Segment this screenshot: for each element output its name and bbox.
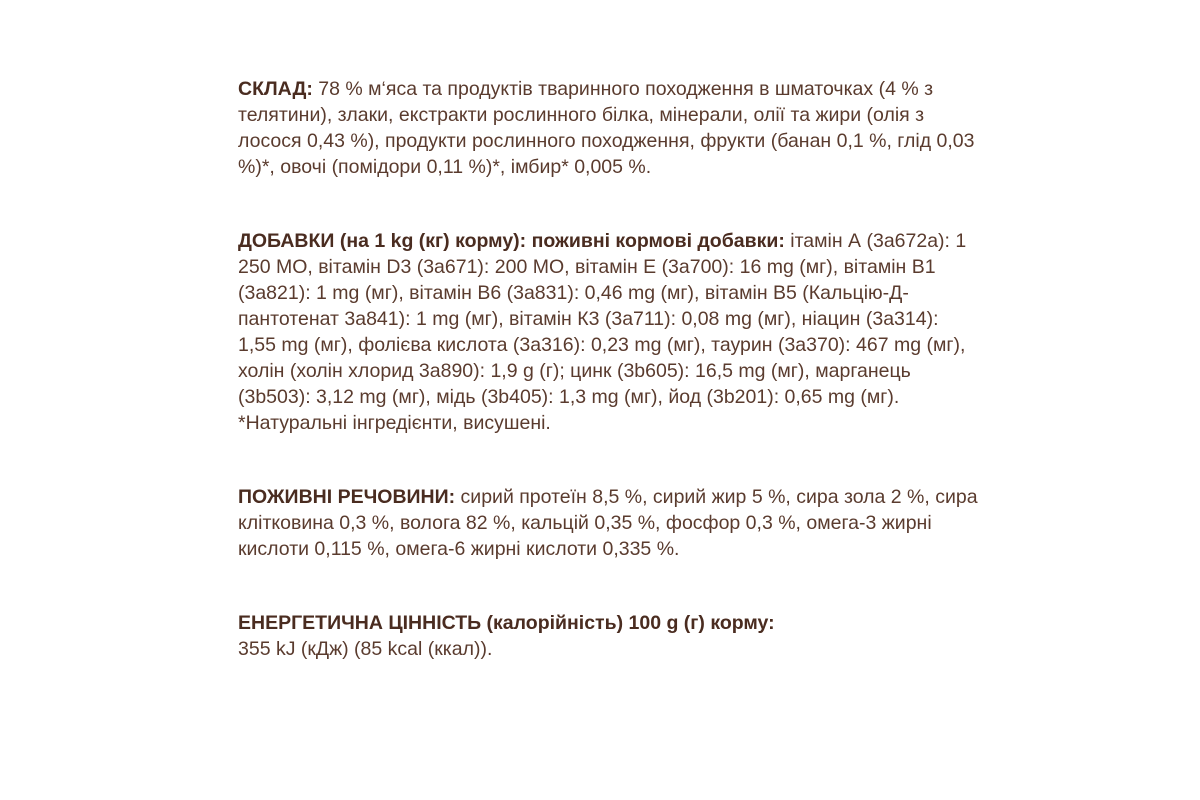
additives-text: ітамін А (3а672а): 1 250 МО, вітамін D3 (3а671): 200 МО, вітамін Е (3а700): 16 mg (мг), вітамін В1 (3а821): 1 mg (мг), вітамін В6 (3а831): 0,46 mg (мг), вітамін В5 (Кальцію-Д-пантотенат 3а841): 1 mg (мг), вітамін К3 (3а711): 0,08 mg (мг), ніацин (3а314): 1,55 mg (мг), фолієва кислота (3а316): 0,23 mg (мг), таурин (3а370): 467 mg (мг), холін (холін хлорид 3а890): 1,9 g (г); цинк (3b605): 16,5 mg (мг), марганець (3b503): 3,12 mg (мг), мідь (3b405): 1,3 mg (мг), йод (3b201): 0,65 mg (мг). *Натуральні інгредієнти, висушені.	[238, 230, 967, 434]
nutrients-label: ПОЖИВНІ РЕЧОВИНИ:	[238, 486, 456, 508]
additives-section	[238, 228, 978, 436]
energy-text: 355 kJ (кДж) (85 kcal (ккал)).	[238, 638, 493, 660]
additives-subtitle: поживні кормові добавки:	[526, 230, 785, 252]
energy-label: ЕНЕРГЕТИЧНА ЦІННІСТЬ (калорійність) 100 g (г) корму:	[238, 612, 775, 634]
energy-section	[238, 610, 978, 662]
product-label-document	[238, 76, 978, 662]
composition-text: 78 % м‘яса та продуктів тваринного походження в шматочках (4 % з телятини), злаки, екстракти рослинного білка, мінерали, олії та жири (олія з лосося 0,43 %), продукти рослинного походження, фрукти (банан 0,1 %, глід 0,03 %)*, овочі (помідори 0,11 %)*, імбир* 0,005 %.	[238, 78, 975, 178]
composition-label: СКЛАД:	[238, 78, 313, 100]
nutrients-section	[238, 484, 978, 562]
composition-section	[238, 76, 978, 180]
additives-label: ДОБАВКИ (на 1 kg (кг) корму):	[238, 230, 527, 252]
nutrients-text: сирий протеїн 8,5 %, сирий жир 5 %, сира зола 2 %, сира клітковина 0,3 %, волога 82 %, кальцій 0,35 %, фосфор 0,3 %, омега-3 жирні кислоти 0,115 %, омега-6 жирні кислоти 0,335 %.	[238, 486, 978, 560]
